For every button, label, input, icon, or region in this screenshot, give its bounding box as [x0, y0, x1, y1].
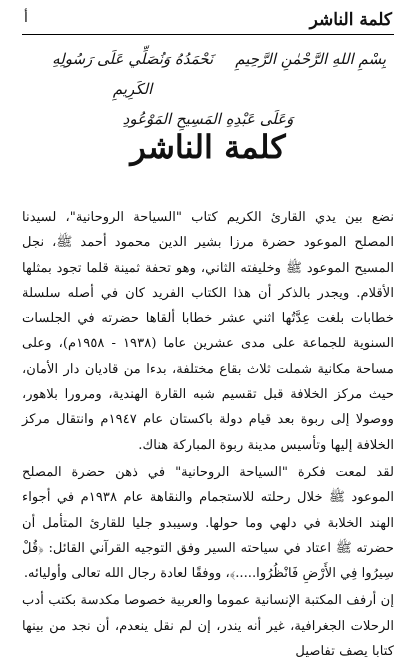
page-number: أ [24, 10, 28, 26]
running-title: كلمة الناشر [309, 10, 392, 30]
invocation-first-line [22, 44, 394, 104]
paragraph: إن أرفف المكتبة الإنسانية عموما والعربية خصوصا مكدسة بكتب أدب الرحلات الجغرافية، غير أنه يندر، إن لم نقل ينعدم، أن نجد من بينها كتابا يصف تفاصيل [22, 593, 394, 660]
hamd-line: نَحْمَدُهُ وَنُصَلِّي عَلَى رَسُولِهِ الكَرِيمِ [52, 50, 214, 98]
basmala: بِسْمِ اللهِ الرَّحْمٰنِ الرَّحِيمِ [235, 50, 386, 68]
chapter-title: كلمة الناشر [130, 128, 286, 166]
paragraph: لقد لمعت فكرة "السياحة الروحانية" في ذهن حضرة المصلح الموعود ﷺ خلال رحلته للاستجمام والنقاهة عام ١٩٣٨م في أجواء الهند الخلابة في دلهي وما حولها. وسيبدو جليا للقارئ المتأمل أن حضرته ﷺ اعتاد في سياحته السير وفق التوجيه القرآني القائل: ﴿قُلْ سِيرُوا فِي الأَرْضِ فَانْظُرُوا.....﴾، ووفقًا لعادة رجال الله تعالى وأوليائه. [22, 464, 395, 582]
running-header [22, 8, 394, 35]
abd-line: وَعَلَى عَبْدِهِ المَسِيحِ المَوْعُودِ [122, 110, 294, 128]
paragraph: نضع بين يدي القارئ الكريم كتاب "السياحة الروحانية"، لسيدنا المصلح الموعود حضرة مرزا بشير الدين محمود أحمد ﷺ، نجل المسيح الموعود ﷺ وخليفته الثاني، وهو تحفة ثمينة قلما تجود بمثلها الأقلام. ويجدر بالذكر أن هذا الكتاب الفريد كان في أصله سلسلة خطابات بلغت عِدَّتُها اثني عشر خطابا ألقاها حضرته في الجلسات السنوية للجماعة على مدى عشرين عاما (١٩٣٨ - ١٩٥٨م)، وعلى مساحة مكانية شملت ثلاث بقاع مختلفة، بدءا من قاديان دار الأمان، حيث مركز الخلافة قبل تقسيم شبه القارة الهندية، ومرورا بلاهور، ووصولا إلى ربوة بعد قيام دولة باكستان عام ١٩٤٧م وانتقال مركز الخلافة إليها وتأسيس مدينة ربوة المباركة هناك. [22, 210, 395, 453]
body-text [22, 205, 394, 666]
invocation-block [22, 44, 394, 134]
